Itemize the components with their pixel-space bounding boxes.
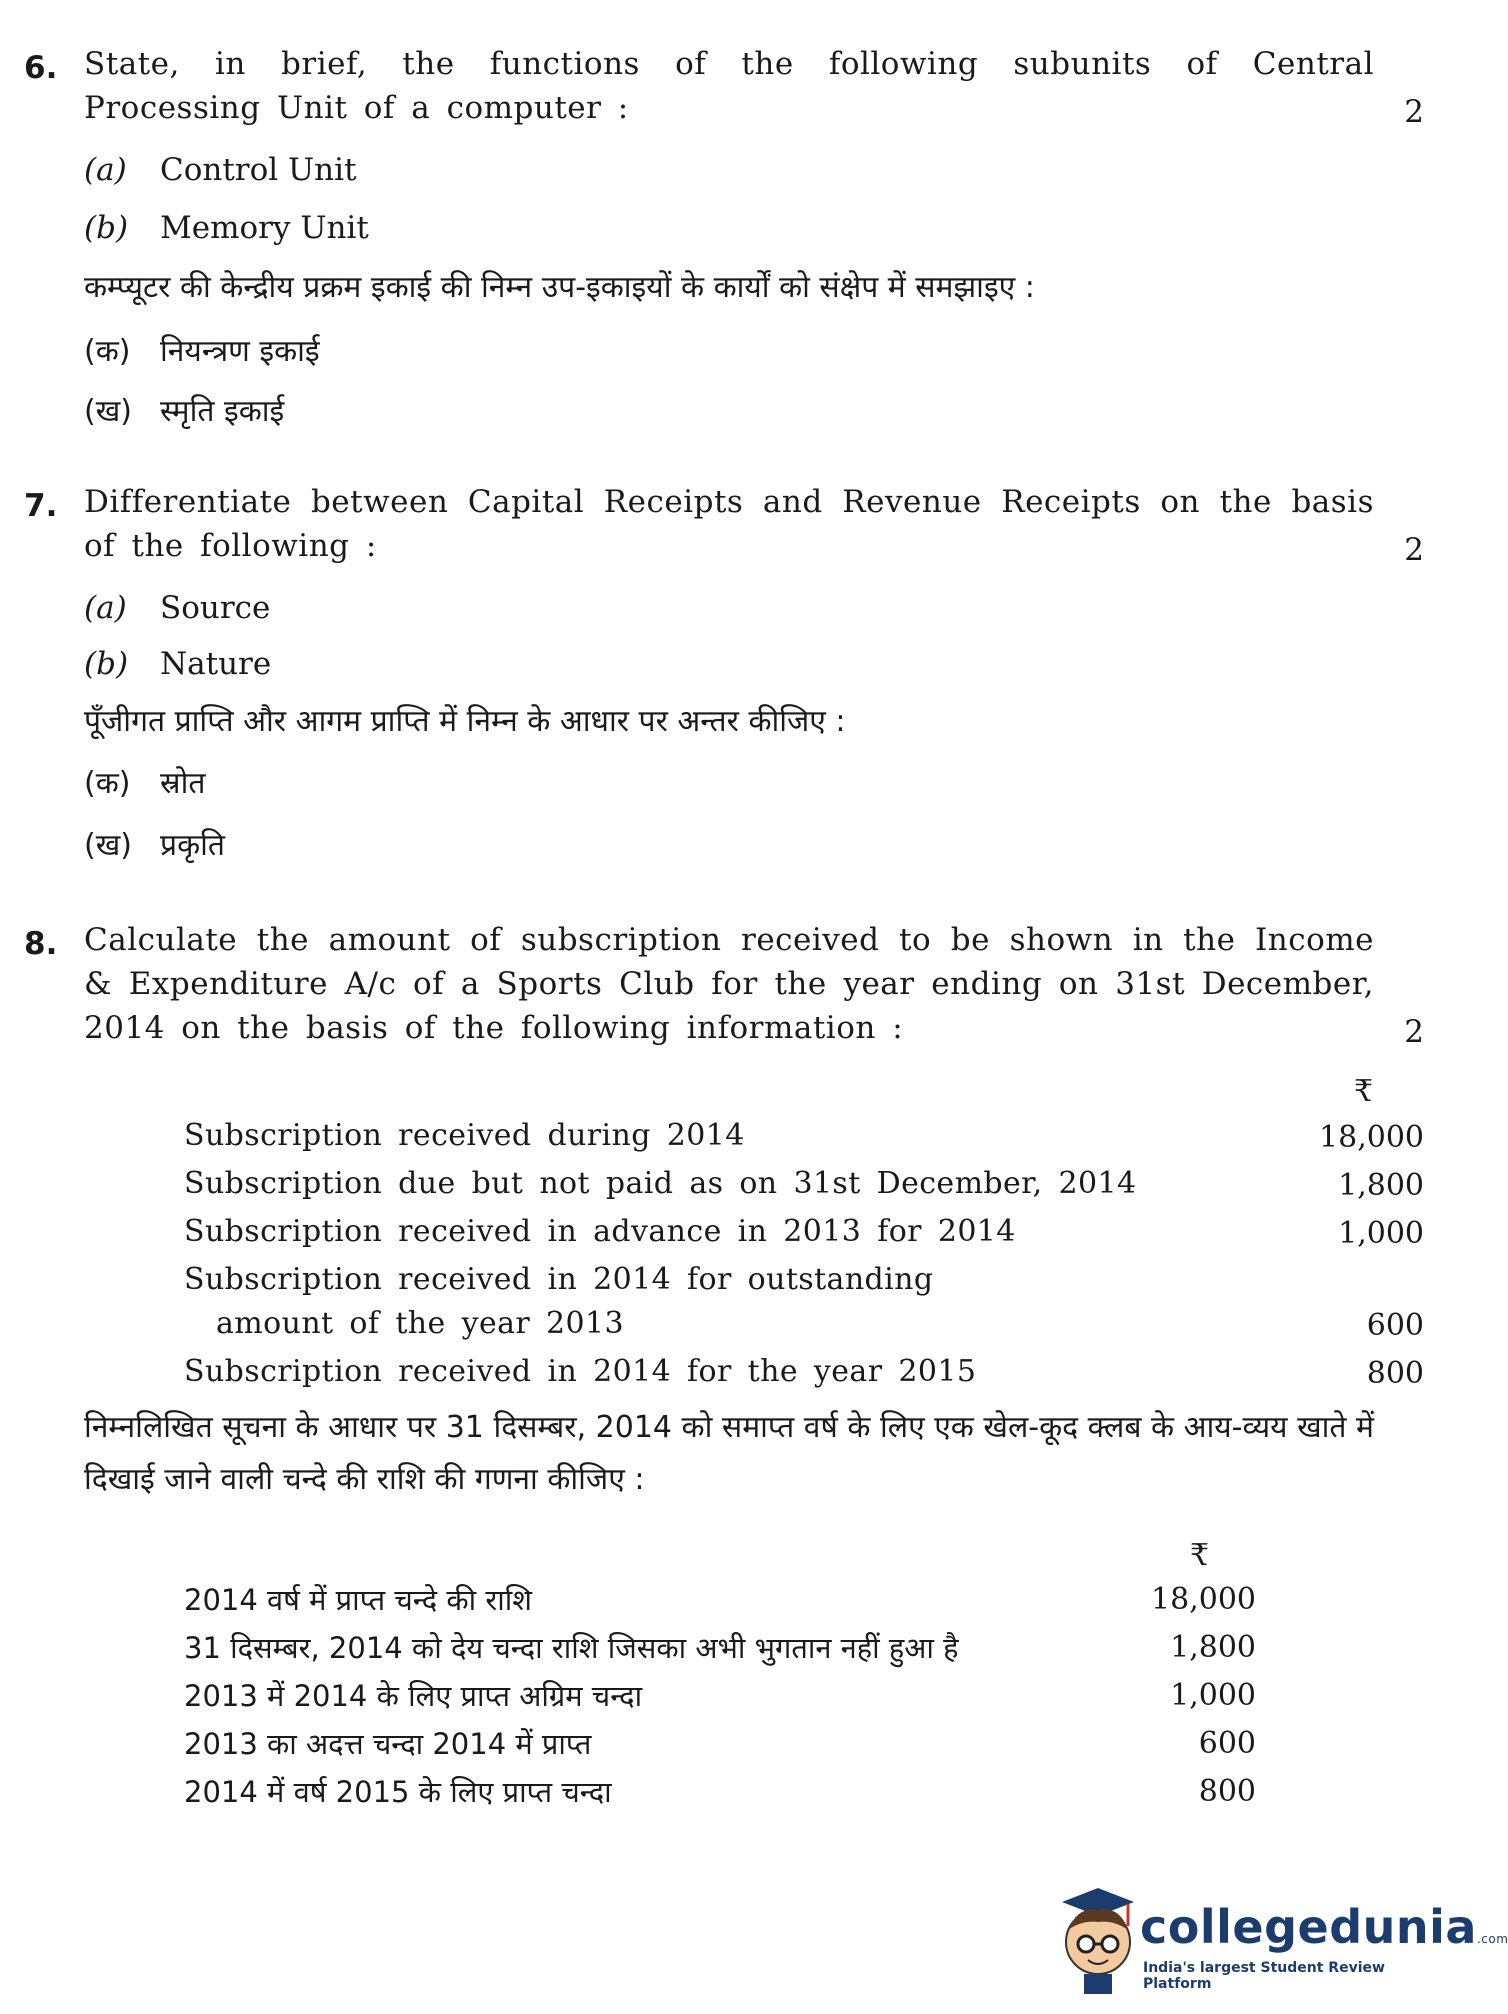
table-row: Subscription received in advance in 2013 for 2014 xyxy=(184,1214,1016,1249)
table-amount: 18,000 xyxy=(1319,1120,1424,1155)
hindi-table-row: 2013 में 2014 के लिए प्राप्त अग्रिम चन्दा xyxy=(184,1679,643,1713)
hindi-table-amount: 1,800 xyxy=(1170,1630,1256,1665)
table-amount: 800 xyxy=(1366,1356,1424,1391)
question-7 xyxy=(24,484,1424,888)
logo-tagline: India's largest Student Review Platform xyxy=(1143,1960,1385,1992)
question-marks: 2 xyxy=(1404,1014,1424,1050)
hindi-table-amount: 1,000 xyxy=(1170,1678,1256,1713)
table-row: Subscription received in 2014 for outstanding xyxy=(184,1262,934,1297)
question-number: 8. xyxy=(24,926,58,962)
table-row: Subscription due but not paid as on 31st December, 2014 xyxy=(184,1166,1137,1201)
question-8 xyxy=(24,922,1424,1826)
hindi-table-amount: 18,000 xyxy=(1151,1582,1256,1617)
hindi-table-amount: 600 xyxy=(1198,1726,1256,1761)
hindi-currency-symbol: ₹ xyxy=(1190,1538,1210,1573)
table-row: Subscription received during 2014 xyxy=(184,1118,745,1153)
hindi-option-kha: (ख) स्मृति इकाई xyxy=(84,394,285,429)
currency-symbol: ₹ xyxy=(1354,1074,1374,1109)
table-amount: 1,800 xyxy=(1338,1168,1424,1203)
hindi-table-row: 2014 में वर्ष 2015 के लिए प्राप्त चन्दा xyxy=(184,1775,612,1809)
table-amount: 1,000 xyxy=(1338,1216,1424,1251)
hindi-table-row: 2014 वर्ष में प्राप्त चन्दे की राशि xyxy=(184,1583,532,1617)
logo-wordmark: collegedunia.com xyxy=(1140,1900,1508,1954)
option-b: (b) Nature xyxy=(84,646,272,682)
table-row-continuation: amount of the year 2013 xyxy=(216,1306,625,1341)
question-hindi-text: पूँजीगत प्राप्ति और आगम प्राप्ति में निम्न के आधार पर अन्तर कीजिए : xyxy=(84,704,846,739)
table-row: Subscription received in 2014 for the year 2015 xyxy=(184,1354,977,1389)
question-number: 6. xyxy=(24,50,58,86)
hindi-option-ka: (क) नियन्त्रण इकाई xyxy=(84,334,320,369)
question-text: Calculate the amount of subscription received to be shown in the Income & Expenditure A/c of a Sports Club for the year ending on 31st December, 2014 on the basis of the following information : xyxy=(84,922,1374,1046)
question-hindi-text: निम्नलिखित सूचना के आधार पर 31 दिसम्बर, 2014 को समाप्त वर्ष के लिए एक खेल-कूद क्लब के आय-व्यय खाते में दिखाई जाने वाली चन्दे की राशि की गणना कीजिए : xyxy=(84,1410,1374,1497)
question-marks: 2 xyxy=(1404,94,1424,130)
question-6 xyxy=(24,46,1424,450)
hindi-option-ka: (क) स्रोत xyxy=(84,766,206,801)
hindi-table-row: 2013 का अदत्त चन्दा 2014 में प्राप्त xyxy=(184,1727,592,1761)
option-a: (a) Control Unit xyxy=(84,152,357,188)
question-text: Differentiate between Capital Receipts and Revenue Receipts on the basis of the following : xyxy=(84,484,1374,564)
hindi-option-kha: (ख) प्रकृति xyxy=(84,828,225,863)
option-a: (a) Source xyxy=(84,590,271,626)
student-mascot-icon xyxy=(1054,1866,1140,1996)
question-marks: 2 xyxy=(1404,532,1424,568)
question-number: 7. xyxy=(24,488,58,524)
question-text: State, in brief, the functions of the following subunits of Central Processing Unit of a computer : xyxy=(84,46,1374,126)
hindi-table-amount: 800 xyxy=(1198,1774,1256,1809)
question-hindi-text: कम्प्यूटर की केन्द्रीय प्रक्रम इकाई की निम्न उप-इकाइयों के कार्यों को संक्षेप में समझाइए : xyxy=(84,270,1035,305)
option-b: (b) Memory Unit xyxy=(84,210,369,246)
table-amount: 600 xyxy=(1366,1308,1424,1343)
hindi-table-row: 31 दिसम्बर, 2014 को देय चन्दा राशि जिसका अभी भुगतान नहीं हुआ है xyxy=(184,1631,959,1665)
